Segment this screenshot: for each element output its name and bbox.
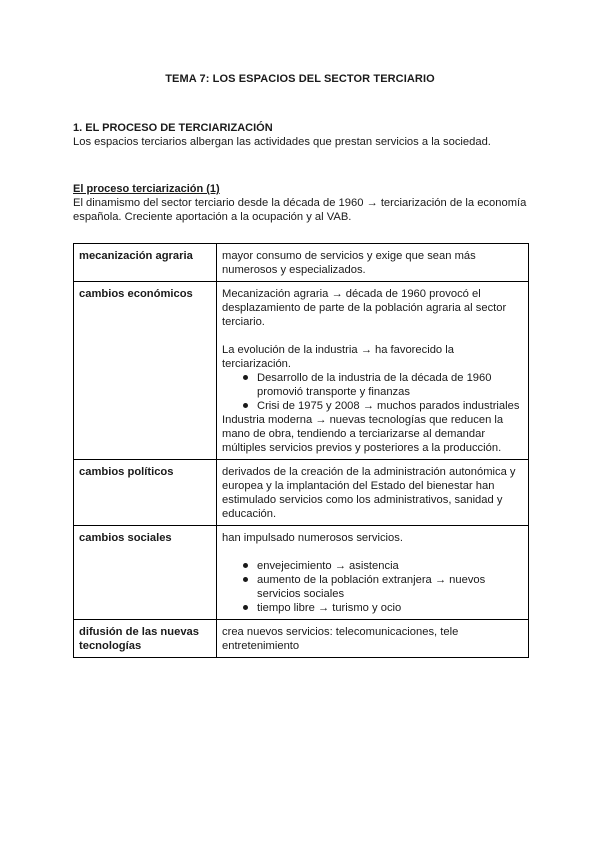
- list-item: envejecimiento → asistencia: [255, 559, 523, 573]
- table-row: [74, 620, 529, 658]
- list-item: Desarrollo de la industria de la década de 1960 promovió transporte y finanzas: [255, 371, 523, 399]
- factor-label: cambios sociales: [74, 526, 217, 620]
- description-paragraph: Industria moderna → nuevas tecnologías que reducen la mano de obra, tendiendo a terciarizarse al demandar múltiples servicios previos y posteriores a la producción.: [222, 414, 504, 454]
- list-item: Crisi de 1975 y 2008 → muchos parados industriales: [255, 399, 523, 413]
- factor-description: [217, 282, 529, 460]
- factors-table: [73, 243, 529, 658]
- table-row: [74, 282, 529, 460]
- factor-label: mecanización agraria: [74, 244, 217, 282]
- factor-label: cambios económicos: [74, 282, 217, 460]
- description-paragraph: han impulsado numerosos servicios.: [222, 532, 403, 544]
- factor-description: mayor consumo de servicios y exige que sean más numerosos y especializados.: [217, 244, 529, 282]
- bullet-list: [222, 559, 523, 615]
- table-row: [74, 460, 529, 526]
- description-paragraph: La evolución de la industria → ha favorecido la terciarización.: [222, 344, 454, 370]
- factor-label: difusión de las nuevas tecnologías: [74, 620, 217, 658]
- factor-description: crea nuevos servicios: telecomunicaciones, tele entretenimiento: [217, 620, 529, 658]
- bullet-list: [222, 371, 523, 413]
- intro-paragraph: Los espacios terciarios albergan las actividades que prestan servicios a la sociedad.: [73, 136, 491, 148]
- factor-description: derivados de la creación de la administración autonómica y europea y la implantación del Estado del bienestar han estimulado servicios como los administrativos, sanidad y educación.: [217, 460, 529, 526]
- page-title: TEMA 7: LOS ESPACIOS DEL SECTOR TERCIARIO: [165, 73, 435, 85]
- table-row: [74, 244, 529, 282]
- factor-label: cambios políticos: [74, 460, 217, 526]
- table-row: [74, 526, 529, 620]
- list-item: tiempo libre → turismo y ocio: [255, 601, 523, 615]
- factor-description: [217, 526, 529, 620]
- subsection-paragraph: El dinamismo del sector terciario desde la década de 1960 → terciarización de la economía española. Creciente aportación a la ocupación y al VAB.: [73, 197, 527, 223]
- subsection-heading: El proceso terciarización (1): [73, 183, 220, 195]
- list-item: aumento de la población extranjera → nuevos servicios sociales: [255, 573, 523, 601]
- section-heading: 1. EL PROCESO DE TERCIARIZACIÓN: [73, 122, 273, 134]
- description-paragraph: Mecanización agraria → década de 1960 provocó el desplazamiento de parte de la población agraria al sector terciario.: [222, 288, 507, 328]
